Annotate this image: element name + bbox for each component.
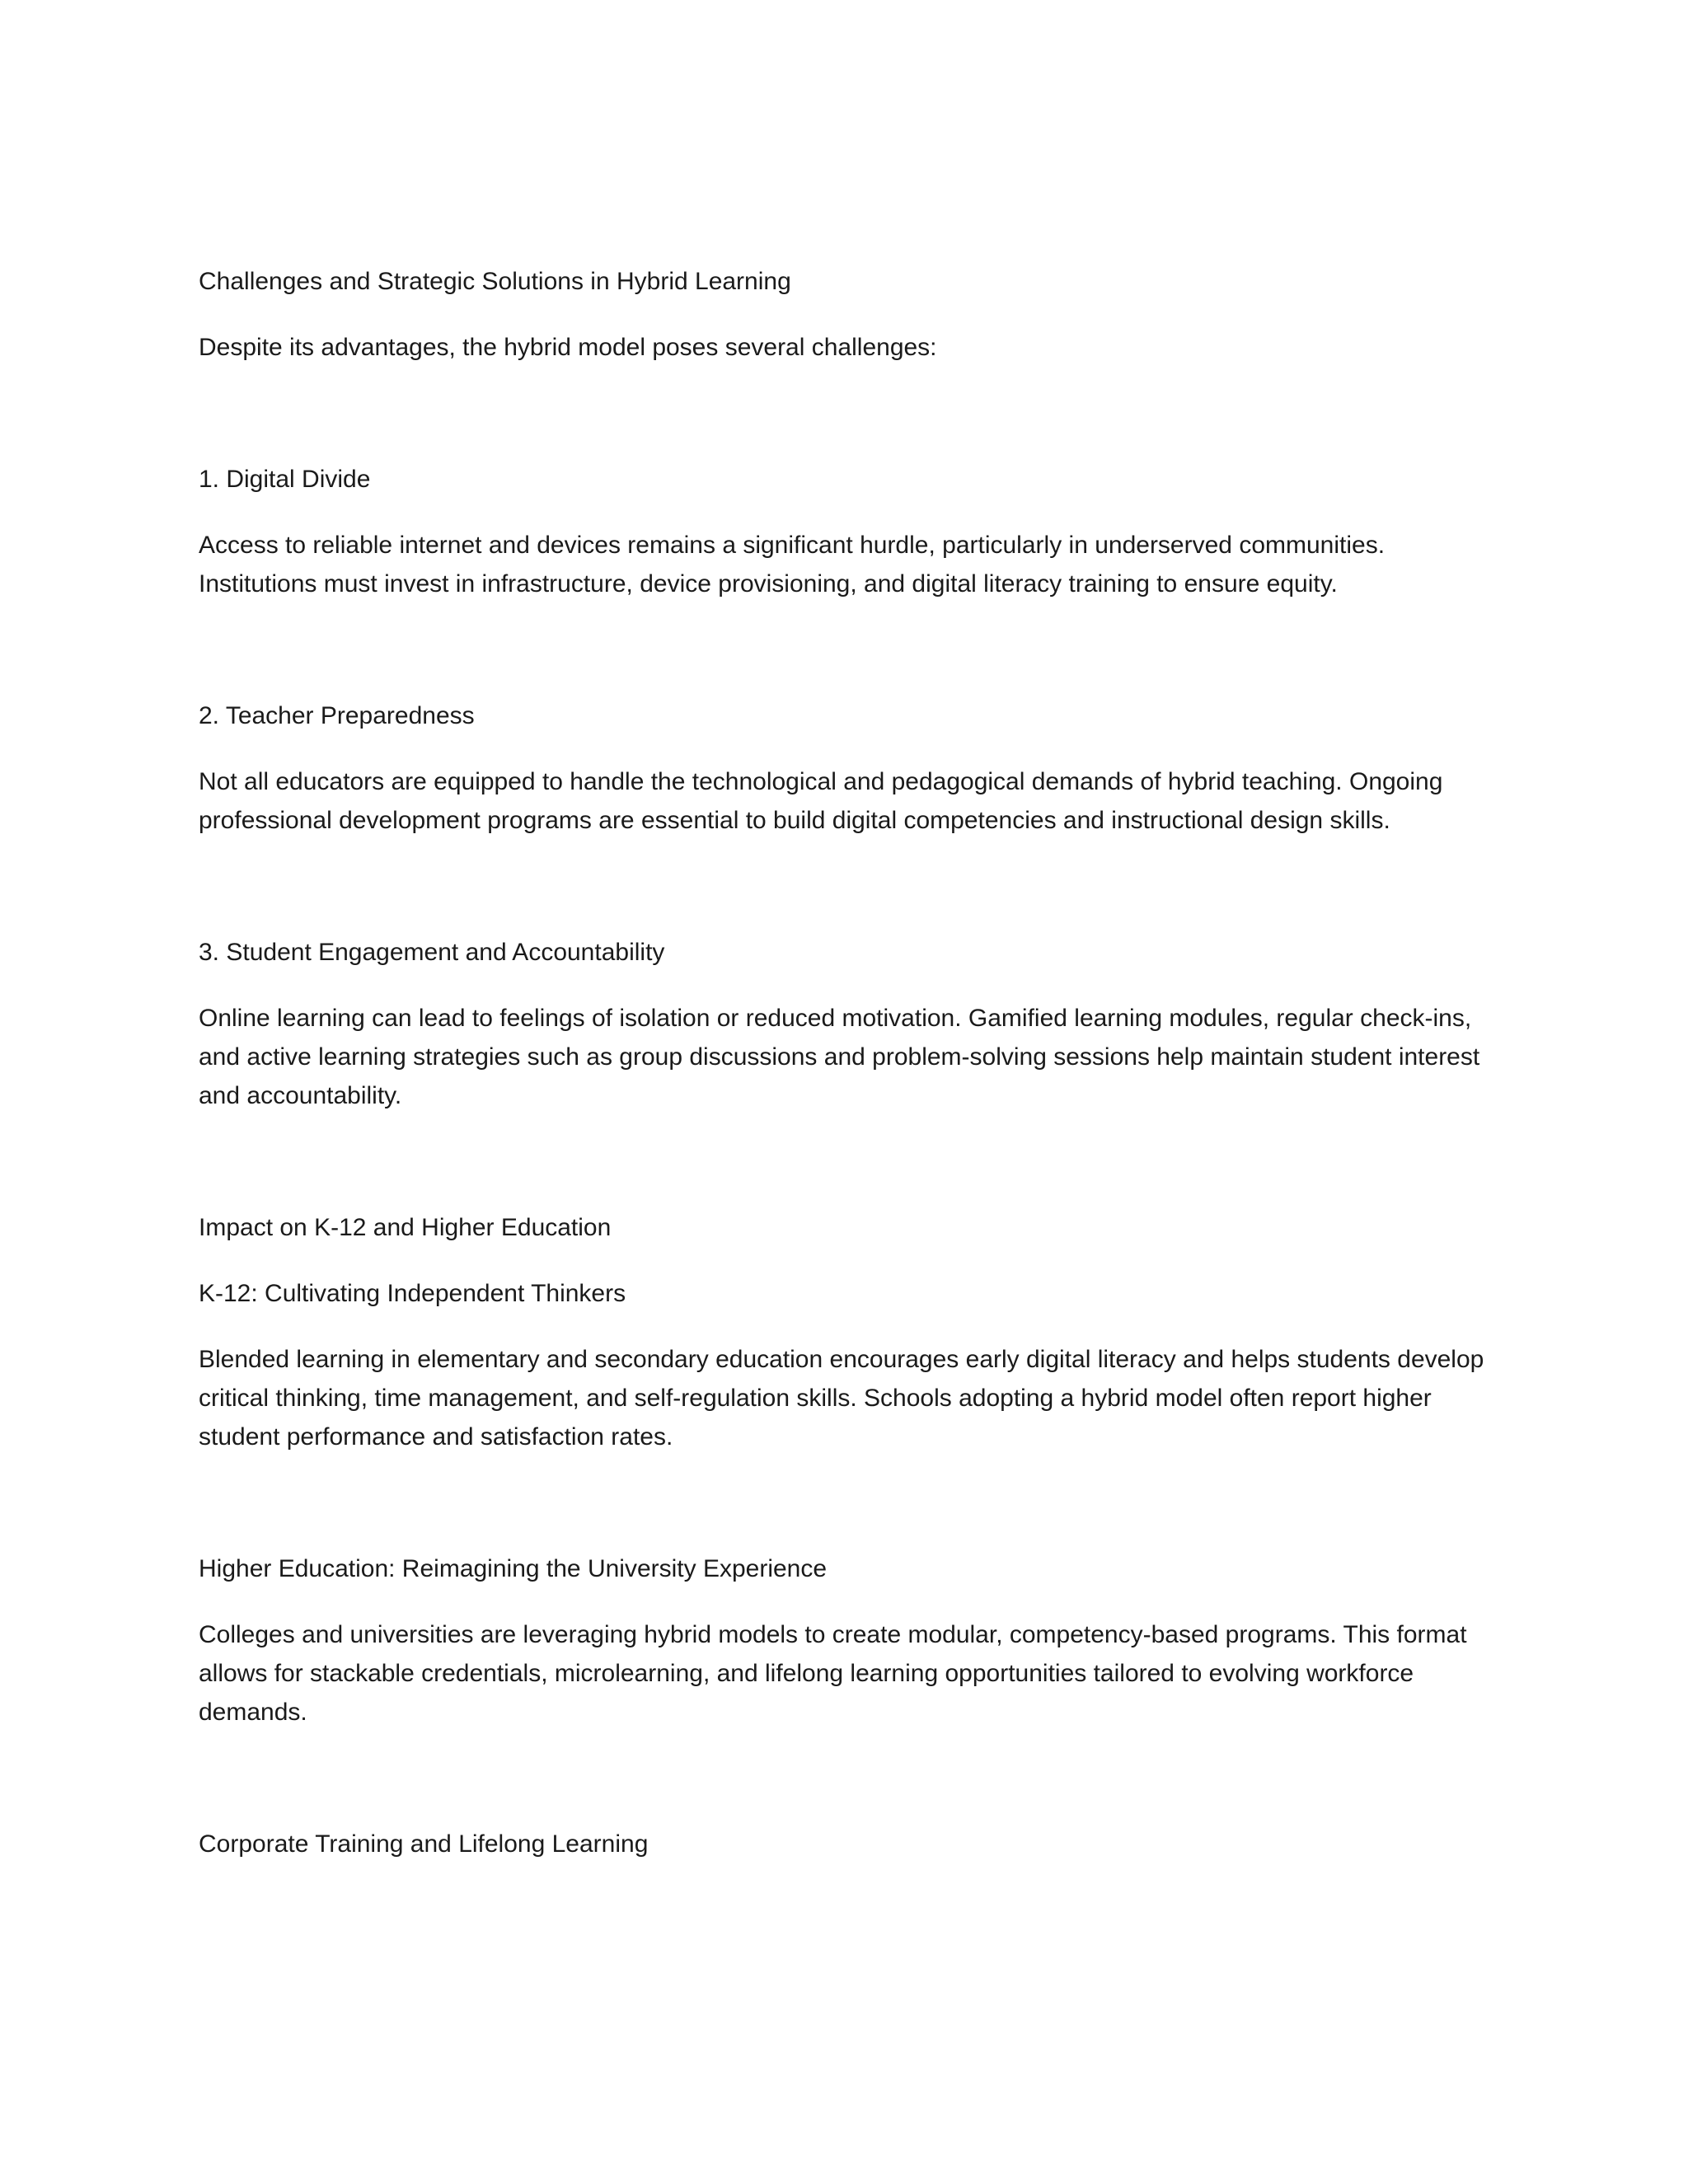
k12-heading: K-12: Cultivating Independent Thinkers: [199, 1280, 626, 1307]
section-body-student-engagement: Online learning can lead to feelings of isolation or reduced motivation. Gamified learning modules, regular check-ins, and active learning strategies such as group discussions and problem-solving sessions help maintain student interest and accountability.: [199, 1005, 1480, 1109]
higher-ed-body: Colleges and universities are leveraging hybrid models to create modular, competency-based programs. This format allows for stackable credentials, microlearning, and lifelong learning opportunities tailored to evolving workforce demands.: [199, 1621, 1467, 1726]
higher-ed-heading: Higher Education: Reimagining the University Experience: [199, 1555, 828, 1582]
k12-body: Blended learning in elementary and secondary education encourages early digital literacy and helps students develop critical thinking, time management, and self-regulation skills. Schools adopting a hybrid model often report higher student performance and satisfaction rates.: [199, 1346, 1484, 1451]
impact-heading: Impact on K-12 and Higher Education: [199, 1214, 612, 1241]
section-heading-teacher-preparedness: 2. Teacher Preparedness: [199, 702, 475, 729]
document-body: [199, 262, 1501, 1863]
section-body-digital-divide: Access to reliable internet and devices remains a significant hurdle, particularly in underserved communities. Institutions must invest in infrastructure, device provisioning, and digital literacy training to ensure equity.: [199, 532, 1386, 598]
intro-paragraph: Despite its advantages, the hybrid model poses several challenges:: [199, 334, 937, 361]
section-body-teacher-preparedness: Not all educators are equipped to handle the technological and pedagogical demands of hybrid teaching. Ongoing professional development programs are essential to build digital competencies and instructional design skills.: [199, 768, 1443, 834]
corporate-heading: Corporate Training and Lifelong Learning: [199, 1830, 649, 1858]
section-heading-digital-divide: 1. Digital Divide: [199, 466, 371, 493]
document-title: Challenges and Strategic Solutions in Hybrid Learning: [199, 268, 791, 295]
section-heading-student-engagement: 3. Student Engagement and Accountability: [199, 939, 665, 966]
